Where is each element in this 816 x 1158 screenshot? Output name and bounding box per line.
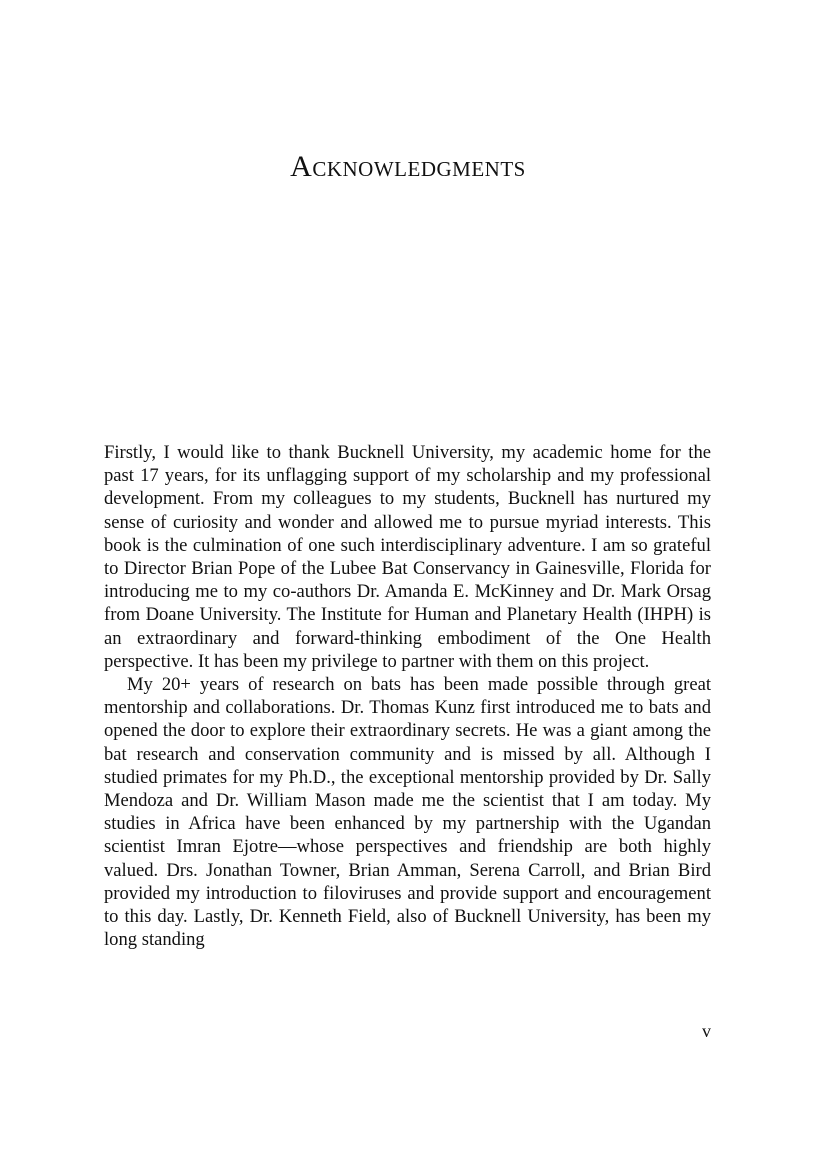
- paragraph-2: My 20+ years of research on bats has been made possible through great mentorship and collaborations. Dr. Thomas Kunz first introduced me to bats and opened the door to explore their extraordinary secrets. He was a giant among the bat research and conservation community and is missed by all. Although I studied primates for my Ph.D., the exceptional mentorship provided by Dr. Sally Mendoza and Dr. William Mason made me the scientist that I am today. My studies in Africa have been enhanced by my partnership with the Ugandan scientist Imran Ejotre—whose perspectives and friendship are both highly valued. Drs. Jonathan Towner, Brian Amman, Serena Carroll, and Brian Bird provided my introduction to filoviruses and provide support and encouragement to this day. Lastly, Dr. Kenneth Field, also of Bucknell University, has been my long standing: [104, 674, 711, 951]
- acknowledgments-body: [104, 441, 711, 951]
- paragraph-1: Firstly, I would like to thank Bucknell University, my academic home for the past 17 years, for its unflagging support of my scholarship and my professional development. From my colleagues to my students, Bucknell has nurtured my sense of curiosity and wonder and allowed me to pursue myriad interests. This book is the culmination of one such interdisciplinary adventure. I am so grateful to Director Brian Pope of the Lubee Bat Conservancy in Gainesville, Florida for introducing me to my co-authors Dr. Amanda E. McKinney and Dr. Mark Orsag from Doane University. The Institute for Human and Planetary Health (IHPH) is an extraordinary and forward-thinking embodiment of the One Health perspective. It has been my privilege to partner with them on this project.: [104, 442, 711, 672]
- page-number: v: [702, 1021, 711, 1041]
- page-title: Acknowledgments: [290, 150, 526, 183]
